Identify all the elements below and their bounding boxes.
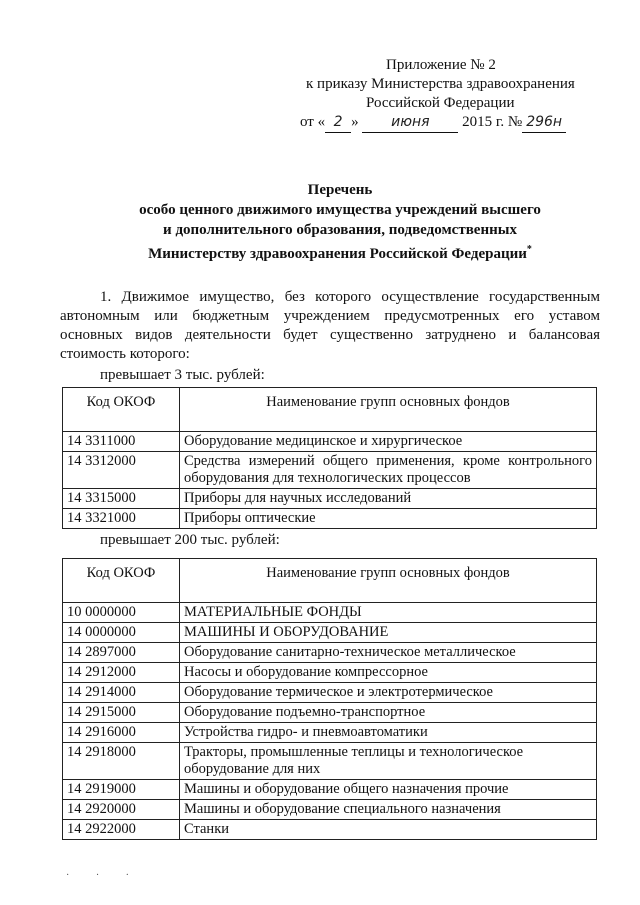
okof-code: 14 2897000 bbox=[63, 643, 180, 663]
okof-code: 14 3321000 bbox=[63, 509, 180, 529]
table-row bbox=[63, 723, 597, 743]
table-row bbox=[63, 820, 597, 840]
table-row bbox=[63, 800, 597, 820]
fund-group-name: Оборудование подъемно-транспортное bbox=[180, 703, 597, 723]
okof-code: 14 2916000 bbox=[63, 723, 180, 743]
table-row bbox=[63, 743, 597, 780]
okof-code: 14 2912000 bbox=[63, 663, 180, 683]
date-prefix: от « bbox=[300, 114, 326, 130]
order-number: 296н bbox=[522, 113, 566, 133]
okof-table-200k bbox=[62, 558, 597, 840]
column-header-name: Наименование групп основных фондов bbox=[180, 559, 597, 603]
order-date-line bbox=[300, 113, 600, 133]
table-row bbox=[63, 623, 597, 643]
fund-group-name: Устройства гидро- и пневмоавтоматики bbox=[180, 723, 597, 743]
table-row bbox=[63, 603, 597, 623]
fund-group-name: Оборудование термическое и электротермическое bbox=[180, 683, 597, 703]
fund-group-name: Средства измерений общего применения, кроме контрольного оборудования для технологических процессов bbox=[180, 452, 597, 489]
okof-table-3k bbox=[62, 387, 597, 529]
threshold-3k: превышает 3 тыс. рублей: bbox=[100, 367, 265, 383]
fund-group-name: МАТЕРИАЛЬНЫЕ ФОНДЫ bbox=[180, 603, 597, 623]
threshold-200k: превышает 200 тыс. рублей: bbox=[100, 532, 280, 548]
okof-code: 14 0000000 bbox=[63, 623, 180, 643]
order-reference: к приказу Министерства здравоохранения bbox=[306, 76, 575, 92]
table-header-row bbox=[63, 559, 597, 603]
table-row bbox=[63, 663, 597, 683]
fund-group-name: Оборудование медицинское и хирургическое bbox=[180, 432, 597, 452]
title-line-2: особо ценного движимого имущества учреждений высшего bbox=[139, 202, 541, 218]
date-day: 2 bbox=[325, 113, 351, 133]
table-row bbox=[63, 643, 597, 663]
okof-code: 14 2919000 bbox=[63, 780, 180, 800]
scan-specks: · · · bbox=[66, 870, 141, 881]
okof-code: 14 2918000 bbox=[63, 743, 180, 780]
paragraph-text: 1. Движимое имущество, без которого осуществление государственным автономным или бюджетным учреждением предусмотренных его уставом основных видов деятельности будет существенно затруднено и балансовая стоимость которого: bbox=[60, 289, 600, 362]
appendix-header bbox=[300, 56, 600, 133]
ministry-country: Российской Федерации bbox=[366, 95, 515, 111]
date-month: июня bbox=[362, 113, 458, 133]
date-mid: » bbox=[351, 114, 359, 130]
table-header-row bbox=[63, 388, 597, 432]
fund-group-name: Станки bbox=[180, 820, 597, 840]
fund-group-name: Приборы оптические bbox=[180, 509, 597, 529]
table-row bbox=[63, 683, 597, 703]
okof-code: 10 0000000 bbox=[63, 603, 180, 623]
okof-code: 14 2914000 bbox=[63, 683, 180, 703]
document-title bbox=[60, 180, 620, 264]
fund-group-name: Насосы и оборудование компрессорное bbox=[180, 663, 597, 683]
table-row bbox=[63, 432, 597, 452]
fund-group-name: МАШИНЫ И ОБОРУДОВАНИЕ bbox=[180, 623, 597, 643]
title-line-3: и дополнительного образования, подведомственных bbox=[163, 222, 517, 238]
column-header-name: Наименование групп основных фондов bbox=[180, 388, 597, 432]
okof-code: 14 3312000 bbox=[63, 452, 180, 489]
okof-code: 14 3311000 bbox=[63, 432, 180, 452]
date-year: 2015 г. № bbox=[462, 114, 523, 130]
section-paragraph bbox=[60, 288, 600, 364]
table-row bbox=[63, 509, 597, 529]
table-row bbox=[63, 780, 597, 800]
okof-code: 14 2922000 bbox=[63, 820, 180, 840]
okof-code: 14 2915000 bbox=[63, 703, 180, 723]
table-row bbox=[63, 703, 597, 723]
fund-group-name: Оборудование санитарно-техническое металлическое bbox=[180, 643, 597, 663]
appendix-number: Приложение № 2 bbox=[386, 57, 496, 73]
fund-group-name: Тракторы, промышленные теплицы и технологическое оборудование для них bbox=[180, 743, 597, 780]
fund-group-name: Машины и оборудование специального назначения bbox=[180, 800, 597, 820]
fund-group-name: Машины и оборудование общего назначения прочие bbox=[180, 780, 597, 800]
column-header-code: Код ОКОФ bbox=[63, 559, 180, 603]
title-line-1: Перечень bbox=[307, 182, 373, 198]
title-line-4-text: Министерству здравоохранения Российской Федерации bbox=[148, 246, 527, 262]
title-line-4 bbox=[60, 240, 620, 264]
okof-code: 14 2920000 bbox=[63, 800, 180, 820]
footnote-mark: * bbox=[526, 244, 532, 255]
fund-group-name: Приборы для научных исследований bbox=[180, 489, 597, 509]
table-row bbox=[63, 452, 597, 489]
okof-code: 14 3315000 bbox=[63, 489, 180, 509]
column-header-code: Код ОКОФ bbox=[63, 388, 180, 432]
table-row bbox=[63, 489, 597, 509]
